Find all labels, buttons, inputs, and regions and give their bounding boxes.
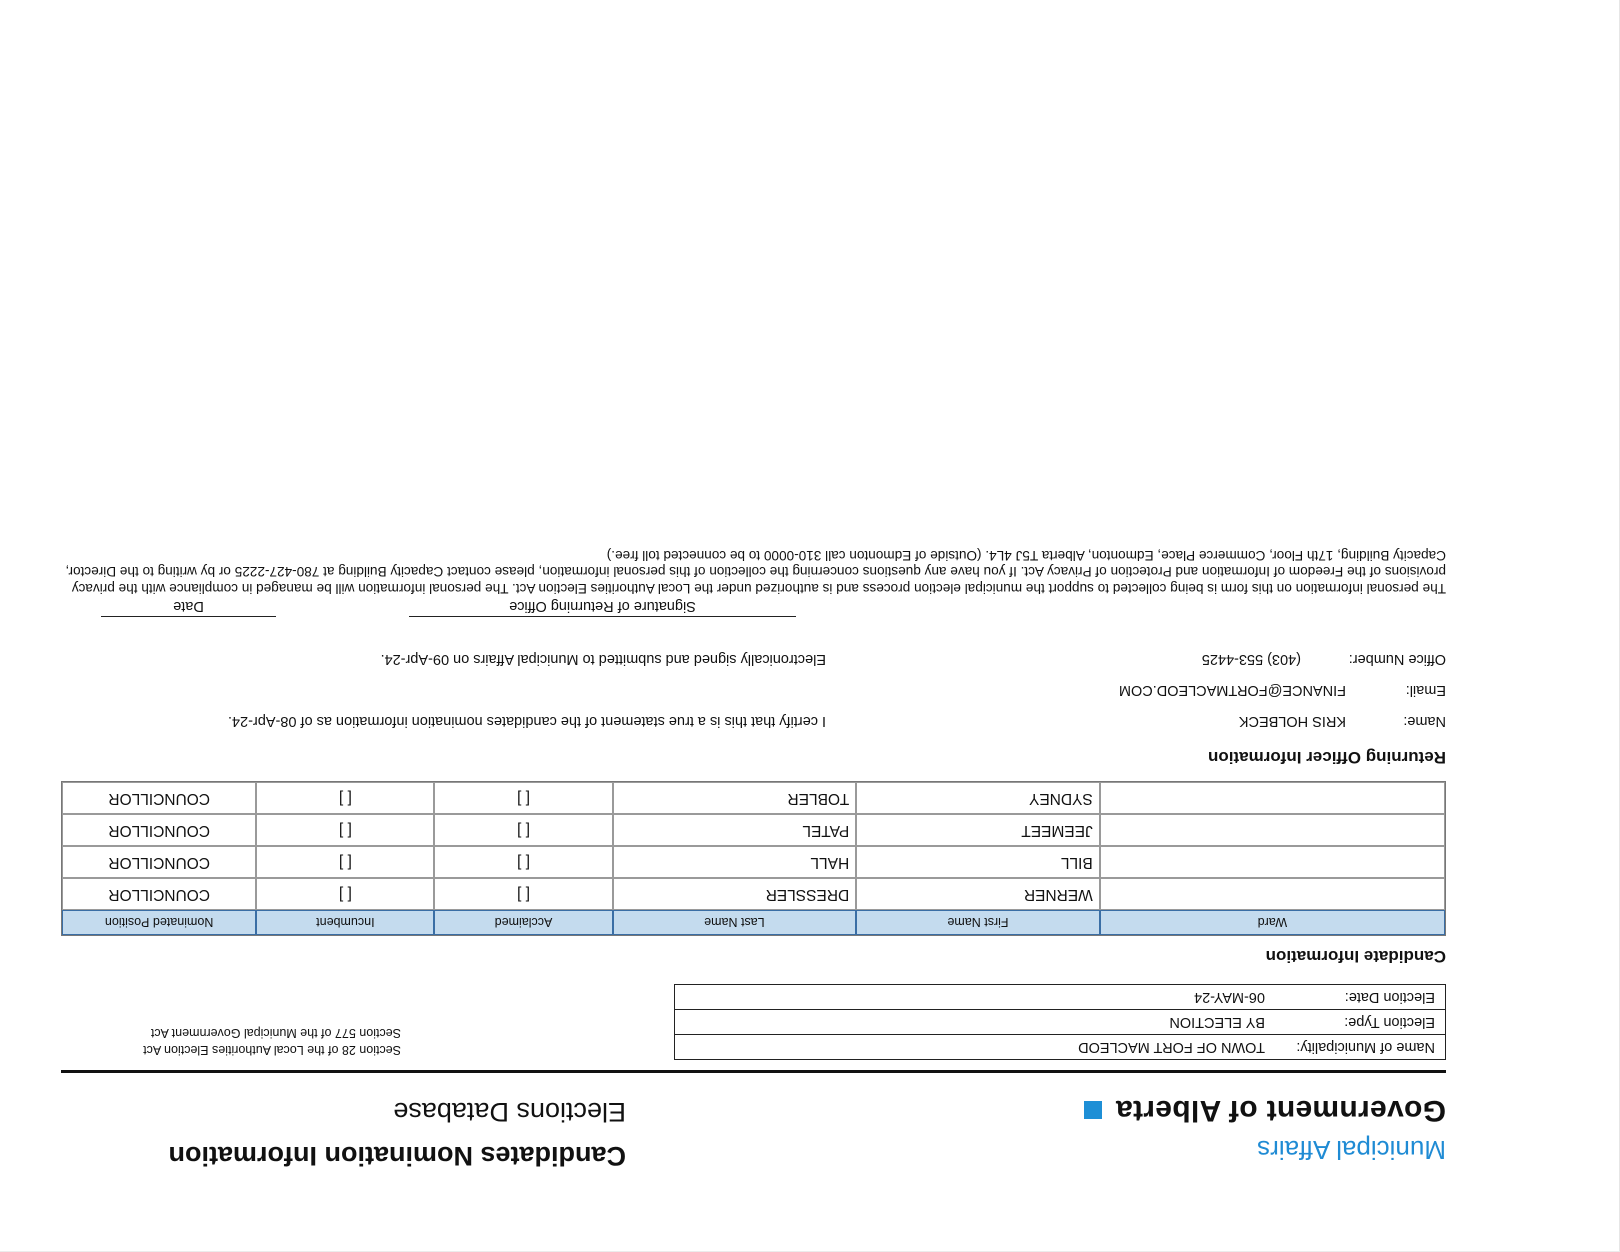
election-date-label: Election Date: [1344,989,1435,1005]
officer-name-label: Name: [1403,713,1446,730]
section-mg-act: Section 577 of the Municipal Government Act [150,1026,401,1040]
page-header [61,1075,1446,1185]
signature-label: Signature of Returning Office [509,598,696,614]
column-header-first-name: First Name [856,910,1100,935]
last-name-cell: PATEL [613,814,857,846]
table-row [62,814,1445,846]
election-type-value: BY ELECTION [1169,1014,1265,1030]
election-type-row [675,1010,1445,1035]
last-name-cell: HALL [613,846,857,878]
election-date-row [675,985,1445,1010]
election-type-label: Election Type: [1344,1014,1435,1030]
last-name-cell: DRESSLER [613,878,857,910]
government-logo [1084,1093,1446,1127]
officer-email-label: Email: [1405,682,1446,699]
ward-cell [1100,878,1445,910]
privacy-disclaimer: The personal information on this form is being collected to support the municipal election process and is authorized under the Local Authorities Election Act. The personal information will be managed in compliance with the privacy provisions of the Freedom of Information and Protection of Privacy Act. If you have any questions concerning the collection of this personal information, please contact Capacity Building at 780-427-2225 or by writing to the Director, Capacity Building, 17th Floor, Commerce Place, Edmonton, Alberta T5J 4L4. (Outside of Edmonton call 310-0000 to be connected toll free.) [65,548,1446,596]
first-name-cell: SYDNEY [856,782,1100,814]
incumbent-cell: [ ] [256,782,434,814]
acclaimed-cell: [ ] [434,878,612,910]
position-cell: COUNCILLOR [62,782,256,814]
column-header-last-name: Last Name [613,910,857,935]
ward-cell [1100,846,1445,878]
municipality-label: Name of Municipality: [1296,1039,1435,1055]
candidate-table-header [62,910,1445,935]
legal-sections [143,1024,401,1058]
section-lae-act: Section 28 of the Local Authorities Election Act [143,1043,401,1057]
date-block [101,596,276,632]
election-details-box [674,984,1446,1060]
officer-name-row [61,706,1446,737]
logo-square-icon [1084,1101,1102,1119]
incumbent-cell: [ ] [256,878,434,910]
municipality-row [675,1035,1445,1059]
election-details [61,984,1446,1060]
first-name-cell: WERNER [856,878,1100,910]
municipality-value: TOWN OF FORT MACLEOD [1078,1039,1265,1055]
officer-phone-label: Office Number: [1348,651,1446,668]
certification-statement: I certify that this is a true statement of the candidates nomination information as of 08-Apr-24. [227,713,826,730]
ward-cell [1100,782,1445,814]
election-date-value: 06-MAY-24 [1194,989,1265,1005]
ministry-name: Municipal Affairs [1257,1135,1446,1165]
signature-area [61,596,1446,632]
table-row [62,846,1445,878]
last-name-cell: TOBLER [613,782,857,814]
database-title: Elections Database [393,1097,626,1127]
position-cell: COUNCILLOR [62,846,256,878]
column-header-ward: Ward [1100,910,1445,935]
officer-phone-row [61,644,1446,675]
column-header-position: Nominated Position [62,910,256,935]
signature-line [409,616,796,632]
ward-cell [1100,814,1445,846]
signature-block [409,596,796,632]
first-name-cell: BILL [856,846,1100,878]
returning-officer-info [61,644,1446,737]
candidate-table [61,781,1446,936]
date-label: Date [173,598,204,614]
acclaimed-cell: [ ] [434,782,612,814]
officer-name-value: KRIS HOLBECK [1238,713,1346,730]
column-header-acclaimed: Acclaimed [434,910,612,935]
form-title: Candidates Nomination Information [168,1141,626,1171]
returning-officer-heading: Returning Officer Information [1208,748,1446,767]
column-header-incumbent: Incumbent [256,910,434,935]
position-cell: COUNCILLOR [62,814,256,846]
position-cell: COUNCILLOR [62,878,256,910]
candidate-heading: Candidate Information [1265,947,1446,966]
government-name: Government of Alberta [1115,1094,1446,1127]
acclaimed-cell: [ ] [434,814,612,846]
incumbent-cell: [ ] [256,814,434,846]
page-content [61,547,1446,1186]
table-row [62,878,1445,910]
officer-email-value: FINANCE@FORTMACLEOD.COM [1118,682,1346,699]
table-row [62,782,1445,814]
date-line [101,616,276,632]
first-name-cell: JEEMEET [856,814,1100,846]
acclaimed-cell: [ ] [434,846,612,878]
officer-phone-value: (403) 553-4425 [1201,651,1301,668]
incumbent-cell: [ ] [256,846,434,878]
electronic-signature-note: Electronically signed and submitted to Municipal Affairs on 09-Apr-24. [380,651,826,668]
header-divider [61,1070,1446,1073]
officer-email-row [61,675,1446,706]
